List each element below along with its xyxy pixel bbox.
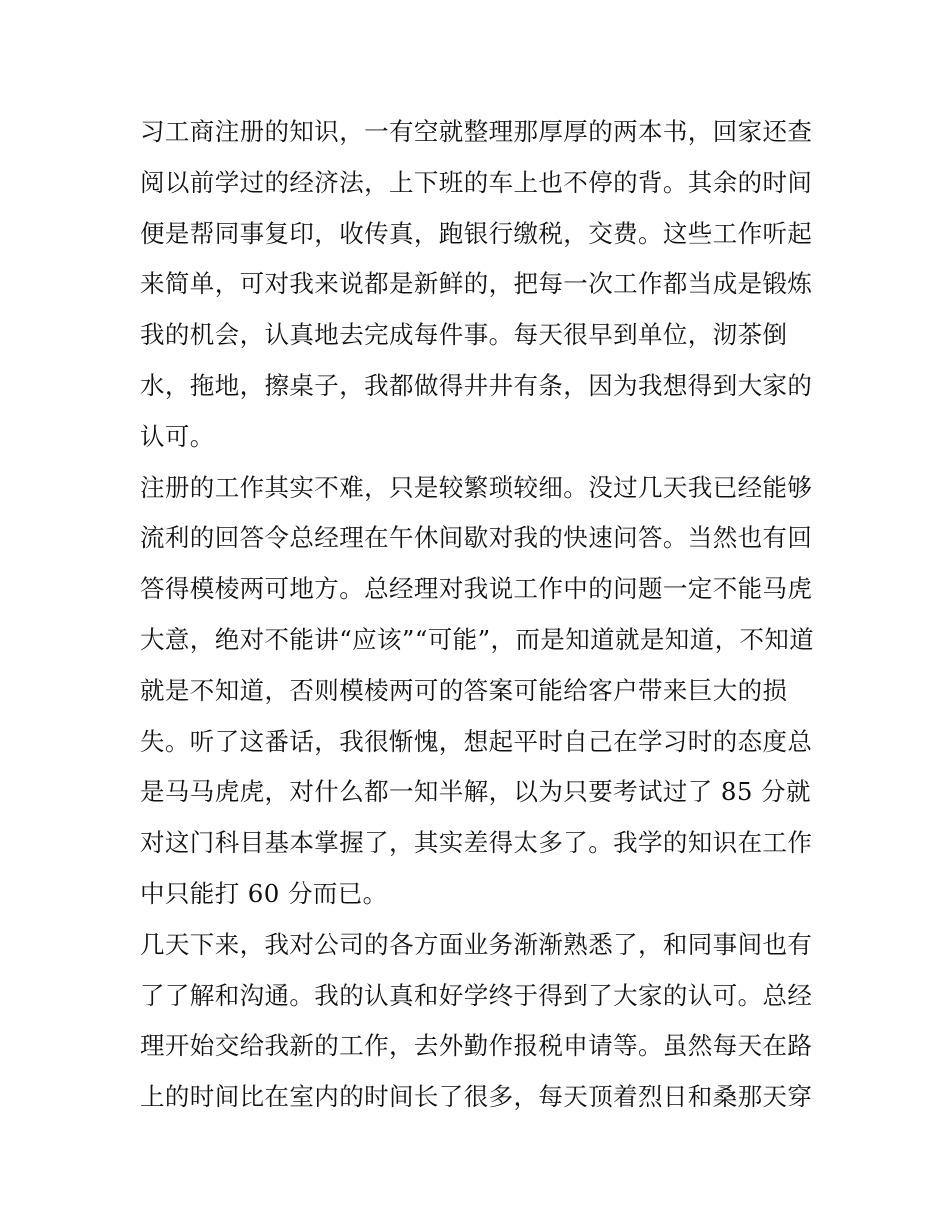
text-line: 理开始交给我新的工作，去外勤作报税申请等。虽然每天在路	[140, 1031, 813, 1061]
text-line: 答得模棱两可地方。总经理对我说工作中的问题一定不能马虎	[140, 574, 813, 604]
text-line: 几天下来，我对公司的各方面业务渐渐熟悉了，和同事间也有	[140, 929, 813, 959]
text-line: 认可。	[140, 421, 215, 451]
text-line: 中只能打 60 分而已。	[140, 878, 388, 908]
body-text	[140, 107, 820, 1123]
text-line: 流利的回答令总经理在午休间歇对我的快速问答。当然也有回	[140, 523, 813, 553]
text-line: 失。听了这番话，我很惭愧，想起平时自己在学习时的态度总	[140, 726, 813, 756]
text-line: 上的时间比在室内的时间长了很多，每天顶着烈日和桑那天穿	[140, 1082, 813, 1112]
text-line: 阅以前学过的经济法，上下班的车上也不停的背。其余的时间	[140, 167, 813, 197]
text-line: 就是不知道，否则模棱两可的答案可能给客户带来巨大的损	[140, 675, 788, 705]
text-line: 了了解和沟通。我的认真和好学终于得到了大家的认可。总经	[140, 980, 813, 1010]
text-line: 我的机会，认真地去完成每件事。每天很早到单位，沏茶倒	[140, 320, 788, 350]
text-line: 对这门科目基本掌握了，其实差得太多了。我学的知识在工作	[140, 828, 813, 858]
text-line: 注册的工作其实不难，只是较繁琐较细。没过几天我已经能够	[140, 472, 813, 502]
text-line: 习工商注册的知识，一有空就整理那厚厚的两本书，回家还查	[140, 117, 813, 146]
text-line: 便是帮同事复印，收传真，跑银行缴税，交费。这些工作听起	[140, 218, 813, 248]
text-line: 水，拖地，擦桌子，我都做得井井有条，因为我想得到大家的	[140, 370, 813, 400]
text-line: 来简单，可对我来说都是新鲜的，把每一次工作都当成是锻炼	[140, 269, 813, 299]
text-line: 大意，绝对不能讲“应该”“可能”，而是知道就是知道，不知道	[140, 624, 815, 654]
text-line: 是马马虎虎，对什么都一知半解，以为只要考试过了 85 分就	[140, 777, 811, 807]
